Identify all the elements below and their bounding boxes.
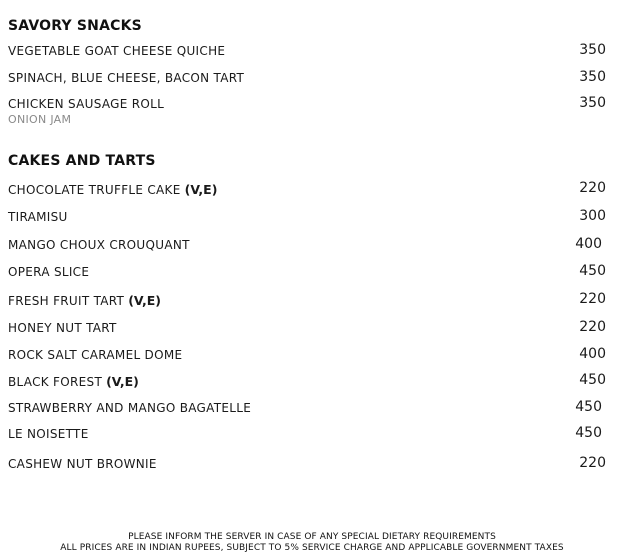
menu-item-name: LE NOISETTE	[8, 427, 89, 441]
menu-item-name: CHOCOLATE TRUFFLE CAKE (V,E)	[8, 182, 218, 197]
footer-pricing-note: ALL PRICES ARE IN INDIAN RUPEES, SUBJECT TO 5% SERVICE CHARGE AND APPLICABLE GOVERNMENT TAXES	[60, 543, 564, 553]
menu-item-price: 220	[579, 291, 606, 307]
menu-item-name: SPINACH, BLUE CHEESE, BACON TART	[8, 71, 245, 85]
section-heading-savory-snacks: SAVORY SNACKS	[8, 18, 142, 34]
menu-item-price: 350	[579, 69, 606, 85]
menu-item-name: CHICKEN SAUSAGE ROLL	[8, 97, 165, 111]
menu-item-price: 220	[579, 180, 606, 196]
menu-item-name: BLACK FOREST (V,E)	[8, 374, 139, 389]
menu-item-description: ONION JAM	[8, 113, 72, 126]
menu-item-name: TIRAMISU	[8, 210, 68, 224]
menu-item-name: HONEY NUT TART	[8, 321, 117, 335]
menu-item-name: ROCK SALT CARAMEL DOME	[8, 348, 183, 362]
menu-item-name: FRESH FRUIT TART (V,E)	[8, 293, 161, 308]
menu-item-price: 220	[579, 455, 606, 471]
menu-item-price: 350	[579, 42, 606, 58]
menu-item-price: 450	[579, 372, 606, 388]
menu-item-price: 220	[579, 319, 606, 335]
menu-item-price: 400	[575, 236, 602, 252]
dietary-tag: (V,E)	[106, 374, 139, 389]
dietary-tag: (V,E)	[184, 182, 218, 197]
menu-item-name: STRAWBERRY AND MANGO BAGATELLE	[8, 401, 252, 415]
footer-dietary-note: PLEASE INFORM THE SERVER IN CASE OF ANY SPECIAL DIETARY REQUIREMENTS	[128, 532, 496, 542]
menu-item-price: 450	[579, 263, 606, 279]
menu-item-price: 450	[575, 399, 602, 415]
menu-item-name: VEGETABLE GOAT CHEESE QUICHE	[8, 44, 226, 58]
section-heading-cakes-and-tarts: CAKES AND TARTS	[8, 153, 156, 169]
dietary-tag: (V,E)	[128, 293, 161, 308]
menu-item-price: 450	[575, 425, 602, 441]
menu-item-price: 400	[579, 346, 606, 362]
menu-item-price: 300	[579, 208, 606, 224]
menu-item-name: CASHEW NUT BROWNIE	[8, 457, 157, 471]
menu-item-price: 350	[579, 95, 606, 111]
menu-item-name: MANGO CHOUX CROUQUANT	[8, 238, 190, 252]
menu-item-name: OPERA SLICE	[8, 265, 90, 279]
